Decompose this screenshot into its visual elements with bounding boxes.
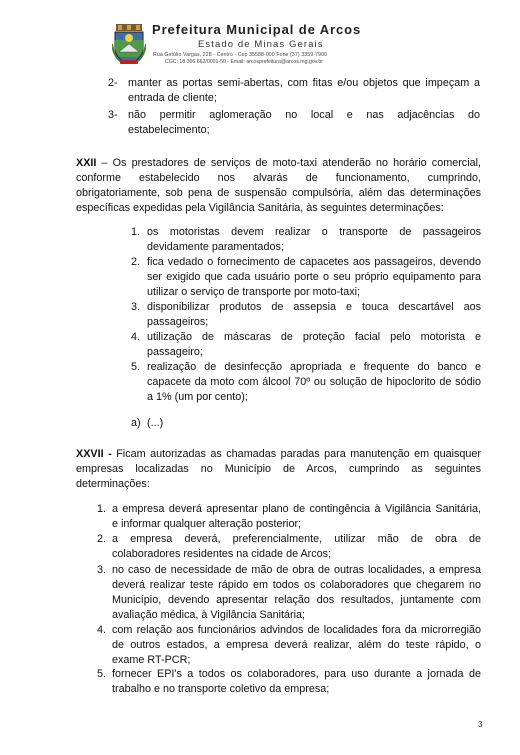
list-item — [147, 330, 481, 360]
list-item-number: 1. — [131, 226, 141, 238]
list-item-number: 3. — [97, 564, 107, 576]
list-item-line: não permitir aglomeração no local e nas adjacências do — [128, 109, 480, 121]
list-item-line: manter as portas semi-abertas, com fitas e/ou objetos que impeçam a — [128, 77, 480, 89]
list-item — [147, 300, 481, 330]
list-item-line: no caso de necessidade de mão de obra de outras localidades, a empresa — [112, 564, 481, 576]
list-item — [112, 502, 481, 532]
list-item-number: 3. — [131, 301, 141, 313]
section-intro-line: conforme estabelecido nos alvarás de funcionamento, cumprindo, — [76, 172, 481, 184]
list-item-line: capacete da moto com álcool 70º ou solução de hipoclorito de sódio — [147, 376, 481, 388]
list-item — [147, 255, 481, 300]
list-item-line: ser exigido que cada usuário porte o seu próprio equipamento para — [147, 271, 481, 283]
intro-text: – Os prestadores de serviços de moto-taxi atenderão no horário comercial, — [101, 157, 481, 169]
section-label: XXII — [76, 157, 97, 169]
list-item-line: com relação aos funcionários advindos de localidades fora da microrregião — [112, 624, 481, 636]
list-item-line: e informar qualquer alteração posterior; — [112, 518, 302, 530]
list-item — [147, 225, 481, 255]
section-label: XXVII - — [76, 448, 112, 460]
list-item-line: a empresa deverá, preferencialmente, utilizar mão de obra de — [112, 533, 481, 545]
list-item-line: avaliação médica, à Vigilância Sanitária; — [112, 609, 306, 621]
list-item — [112, 532, 481, 562]
list-item — [128, 108, 480, 138]
list-item-number: a) — [131, 417, 141, 429]
section-intro-line: empresas localizadas no Município de Arcos, cumprindo as seguintes — [76, 463, 481, 475]
list-item-number: 5. — [131, 361, 141, 373]
municipal-crest-icon — [112, 24, 146, 64]
list-item — [147, 360, 481, 405]
letterhead — [0, 0, 520, 72]
list-item-line: passageiros; — [147, 316, 209, 328]
list-item-line: utilizar o serviço de transporte por moto-taxi; — [147, 286, 361, 298]
section-intro-line: determinações: — [76, 478, 150, 490]
header-address: Rua Getúlio Vargas, 228 - Centro - Cep 35588-000 Fone (37) 3359-7900 — [153, 52, 327, 58]
list-item-number: 3- — [108, 109, 118, 121]
list-item-line: fornecer EPI's a todos os colaboradores, para uso durante a jornada de — [112, 668, 481, 680]
list-item-line: fica vedado o fornecimento de capacetes aos passageiros, devendo — [147, 256, 481, 268]
section-intro-line — [76, 156, 481, 171]
list-item-line: utilização de máscaras de proteção facial pelo motorista e — [147, 331, 481, 343]
list-item-line: a 1% (um por cento); — [147, 391, 248, 403]
section-intro-line: específicas expedidas pela Vigilância Sanitária, às seguintes determinações: — [76, 202, 444, 214]
ellipsis-text: (...) — [147, 417, 164, 429]
list-item-line: exame RT-PCR; — [112, 654, 191, 666]
page-number: 3 — [478, 720, 483, 729]
section-intro-line — [76, 447, 481, 462]
list-item-line: Município, devendo apresentar relação dos resultados, juntamente com — [112, 594, 481, 606]
list-item — [112, 563, 481, 623]
list-item-line: deverá realizar teste rápido em todos os colaboradores que chegarem no — [112, 579, 481, 591]
section-intro-line: obrigatoriamente, sob pena de suspensão compulsória, além das determinações — [76, 187, 481, 199]
list-item — [112, 667, 481, 697]
list-item-line: entrada de cliente; — [128, 92, 217, 104]
list-item — [112, 623, 481, 668]
list-item-line: disponibilizar produtos de assepsia e touca descartável aos — [147, 301, 481, 313]
list-item-line: devidamente paramentados; — [147, 241, 284, 253]
list-item-number: 1. — [97, 503, 107, 515]
list-item-number: 2- — [108, 77, 118, 89]
list-item-line: trabalho e no transporte coletivo da empresa; — [112, 683, 330, 695]
list-item-line: realização de desinfecção apropriada e frequente do banco e — [147, 361, 481, 373]
list-item-line: de outros estados, a empresa deverá realizar, além do teste rápido, o — [112, 639, 481, 651]
section-xxvii-intro — [76, 447, 481, 492]
header-cgc: CGC: 18.306.662/0001-50 - Email: arcosprefeitura@arcos.mg.gov.br — [165, 59, 323, 65]
list-item-line: a empresa deverá apresentar plano de contingência à Vigilância Sanitária, — [112, 503, 481, 515]
list-item — [128, 76, 480, 106]
intro-text: Ficam autorizadas as chamadas paradas para manutenção em quaisquer — [116, 448, 482, 460]
list-item-number: 4. — [131, 331, 141, 343]
header-title: Prefeitura Municipal de Arcos — [152, 22, 362, 37]
list-item-line: os motoristas devem realizar o transporte de passageiros — [147, 226, 481, 238]
list-item-line: passageiro; — [147, 346, 203, 358]
list-item-line: estabelecimento; — [128, 124, 210, 136]
header-subtitle: Estado de Minas Gerais — [198, 39, 324, 50]
list-item-line: colaboradores residentes na cidade de Arcos; — [112, 548, 332, 560]
list-item-number: 2. — [131, 256, 141, 268]
list-item-number: 2. — [97, 533, 107, 545]
list-item-number: 4. — [97, 624, 107, 636]
section-xxii-intro — [76, 156, 481, 216]
list-item-number: 5. — [97, 668, 107, 680]
